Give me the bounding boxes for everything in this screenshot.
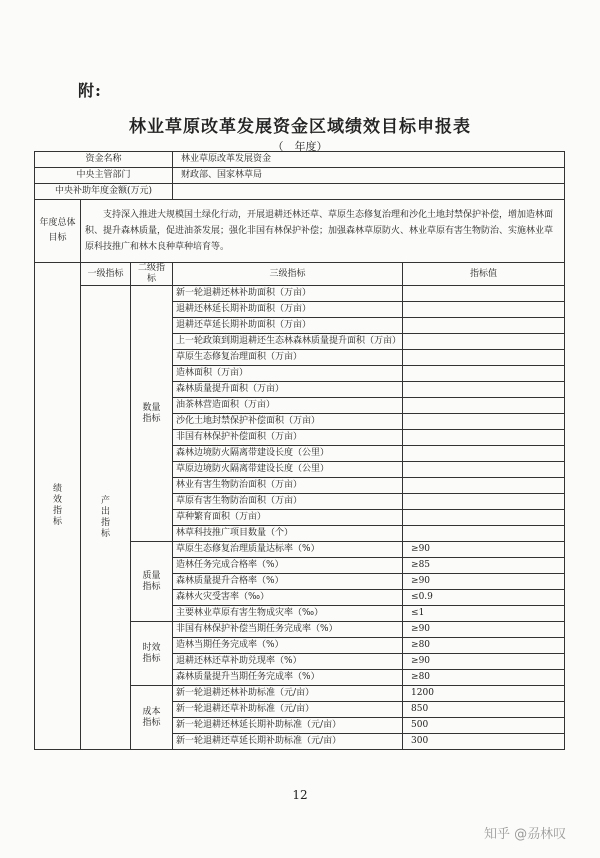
indicator-name: 林草科技推广项目数量（个）	[173, 526, 403, 542]
indicator-value	[403, 478, 565, 494]
indicator-value: ≥90	[403, 574, 565, 590]
indicator-value: ≥80	[403, 670, 565, 686]
goal-text: 支持深入推进大规模国土绿化行动，开展退耕还林还草、草原生态修复治理和沙化土地封禁保护补偿，增加造林面积、提升森林质量，促进油茶发展；强化非国有林保护补偿；加强森林草原防火、林业草原有害生物防治、实施林业草原科技推广和林木良种草种培育等。	[81, 200, 565, 263]
indicator-name: 草原生态修复治理面积（万亩）	[173, 350, 403, 366]
indicator-name: 草原边境防火隔离带建设长度（公里）	[173, 462, 403, 478]
indicator-name: 新一轮退耕还林补助标准（元/亩）	[173, 686, 403, 702]
indicator-value	[403, 318, 565, 334]
amount-label: 中央补助年度金额(万元)	[35, 184, 173, 200]
indicator-value: ≥90	[403, 542, 565, 558]
watermark: 知乎 @刕林叹	[484, 827, 567, 842]
level3-header: 三级指标	[173, 263, 403, 286]
indicator-name: 森林质量提升面积（万亩）	[173, 382, 403, 398]
fund-name-label: 资金名称	[35, 152, 173, 168]
level2-group-label: 质量指标	[131, 542, 173, 622]
level2-header: 二级指标	[131, 263, 173, 286]
indicator-name: 草种繁育面积（万亩）	[173, 510, 403, 526]
indicator-name: 草原有害生物防治面积（万亩）	[173, 494, 403, 510]
fund-name-value: 林业草原改革发展资金	[173, 152, 565, 168]
goal-label: 年度总体目标	[35, 200, 81, 263]
level2-group-label: 成本指标	[131, 686, 173, 750]
amount-row	[35, 184, 565, 200]
indicator-value	[403, 462, 565, 478]
indicator-value	[403, 430, 565, 446]
indicator-row	[35, 286, 565, 302]
indicator-value	[403, 446, 565, 462]
indicator-value: ≥90	[403, 622, 565, 638]
indicator-name: 森林边境防火隔离带建设长度（公里）	[173, 446, 403, 462]
indicator-value	[403, 510, 565, 526]
indicator-value	[403, 350, 565, 366]
indicator-name: 退耕还林延长期补助面积（万亩）	[173, 302, 403, 318]
indicator-name: 造林当期任务完成率（%）	[173, 638, 403, 654]
indicator-value	[403, 302, 565, 318]
indicator-value	[403, 494, 565, 510]
level2-group-label: 时效指标	[131, 622, 173, 686]
indicator-name: 新一轮退耕还林补助面积（万亩）	[173, 286, 403, 302]
indicator-value: ≤0.9	[403, 590, 565, 606]
output-indicator-label: 产出指标	[81, 286, 131, 750]
indicator-value	[403, 366, 565, 382]
indicator-value	[403, 382, 565, 398]
indicator-name: 造林任务完成合格率（%）	[173, 558, 403, 574]
indicator-name: 森林火灾受害率（‰）	[173, 590, 403, 606]
indicator-name: 新一轮退耕还林延长期补助标准（元/亩）	[173, 718, 403, 734]
indicator-name: 草原生态修复治理质量达标率（%）	[173, 542, 403, 558]
indicator-value	[403, 398, 565, 414]
indicator-value	[403, 526, 565, 542]
indicator-name: 沙化土地封禁保护补偿面积（万亩）	[173, 414, 403, 430]
indicator-value	[403, 286, 565, 302]
value-header: 指标值	[403, 263, 565, 286]
indicator-value: ≥90	[403, 654, 565, 670]
department-value: 财政部、国家林草局	[173, 168, 565, 184]
indicator-value: ≥80	[403, 638, 565, 654]
page-number: 12	[292, 788, 308, 802]
level2-group-label: 数量指标	[131, 286, 173, 542]
indicator-name: 森林质量提升当期任务完成率（%）	[173, 670, 403, 686]
goal-row	[35, 200, 565, 263]
indicator-name: 退耕还林还草补助兑现率（%）	[173, 654, 403, 670]
indicator-name: 非国有林保护补偿当期任务完成率（%）	[173, 622, 403, 638]
performance-table	[34, 151, 565, 750]
indicator-name: 林业有害生物防治面积（万亩）	[173, 478, 403, 494]
header-row	[35, 263, 565, 286]
indicator-name: 新一轮退耕还草延长期补助标准（元/亩）	[173, 734, 403, 750]
page-title: 林业草原改革发展资金区域绩效目标申报表	[129, 117, 471, 137]
indicator-name: 退耕还草延长期补助面积（万亩）	[173, 318, 403, 334]
indicator-value: 300	[403, 734, 565, 750]
level1-header: 一级指标	[81, 263, 131, 286]
fund-name-row	[35, 152, 565, 168]
indicator-name: 森林质量提升合格率（%）	[173, 574, 403, 590]
indicator-name: 主要林业草原有害生物成灾率（‰）	[173, 606, 403, 622]
indicator-name: 非国有林保护补偿面积（万亩）	[173, 430, 403, 446]
indicator-name: 造林面积（万亩）	[173, 366, 403, 382]
indicator-value: 1200	[403, 686, 565, 702]
indicator-value: 850	[403, 702, 565, 718]
indicator-name: 油茶林营造面积（万亩）	[173, 398, 403, 414]
amount-value	[173, 184, 565, 200]
indicator-value: 500	[403, 718, 565, 734]
indicator-value: ≥85	[403, 558, 565, 574]
perf-label: 绩效指标	[35, 263, 81, 750]
indicator-value: ≤1	[403, 606, 565, 622]
indicator-value	[403, 334, 565, 350]
department-label: 中央主管部门	[35, 168, 173, 184]
indicator-name: 新一轮退耕还草补助标准（元/亩）	[173, 702, 403, 718]
attachment-label: 附:	[78, 81, 102, 100]
indicator-value	[403, 414, 565, 430]
department-row	[35, 168, 565, 184]
indicator-name: 上一轮政策到期退耕还生态林森林质量提升面积（万亩）	[173, 334, 403, 350]
year-label: （ 年度）	[272, 140, 328, 153]
